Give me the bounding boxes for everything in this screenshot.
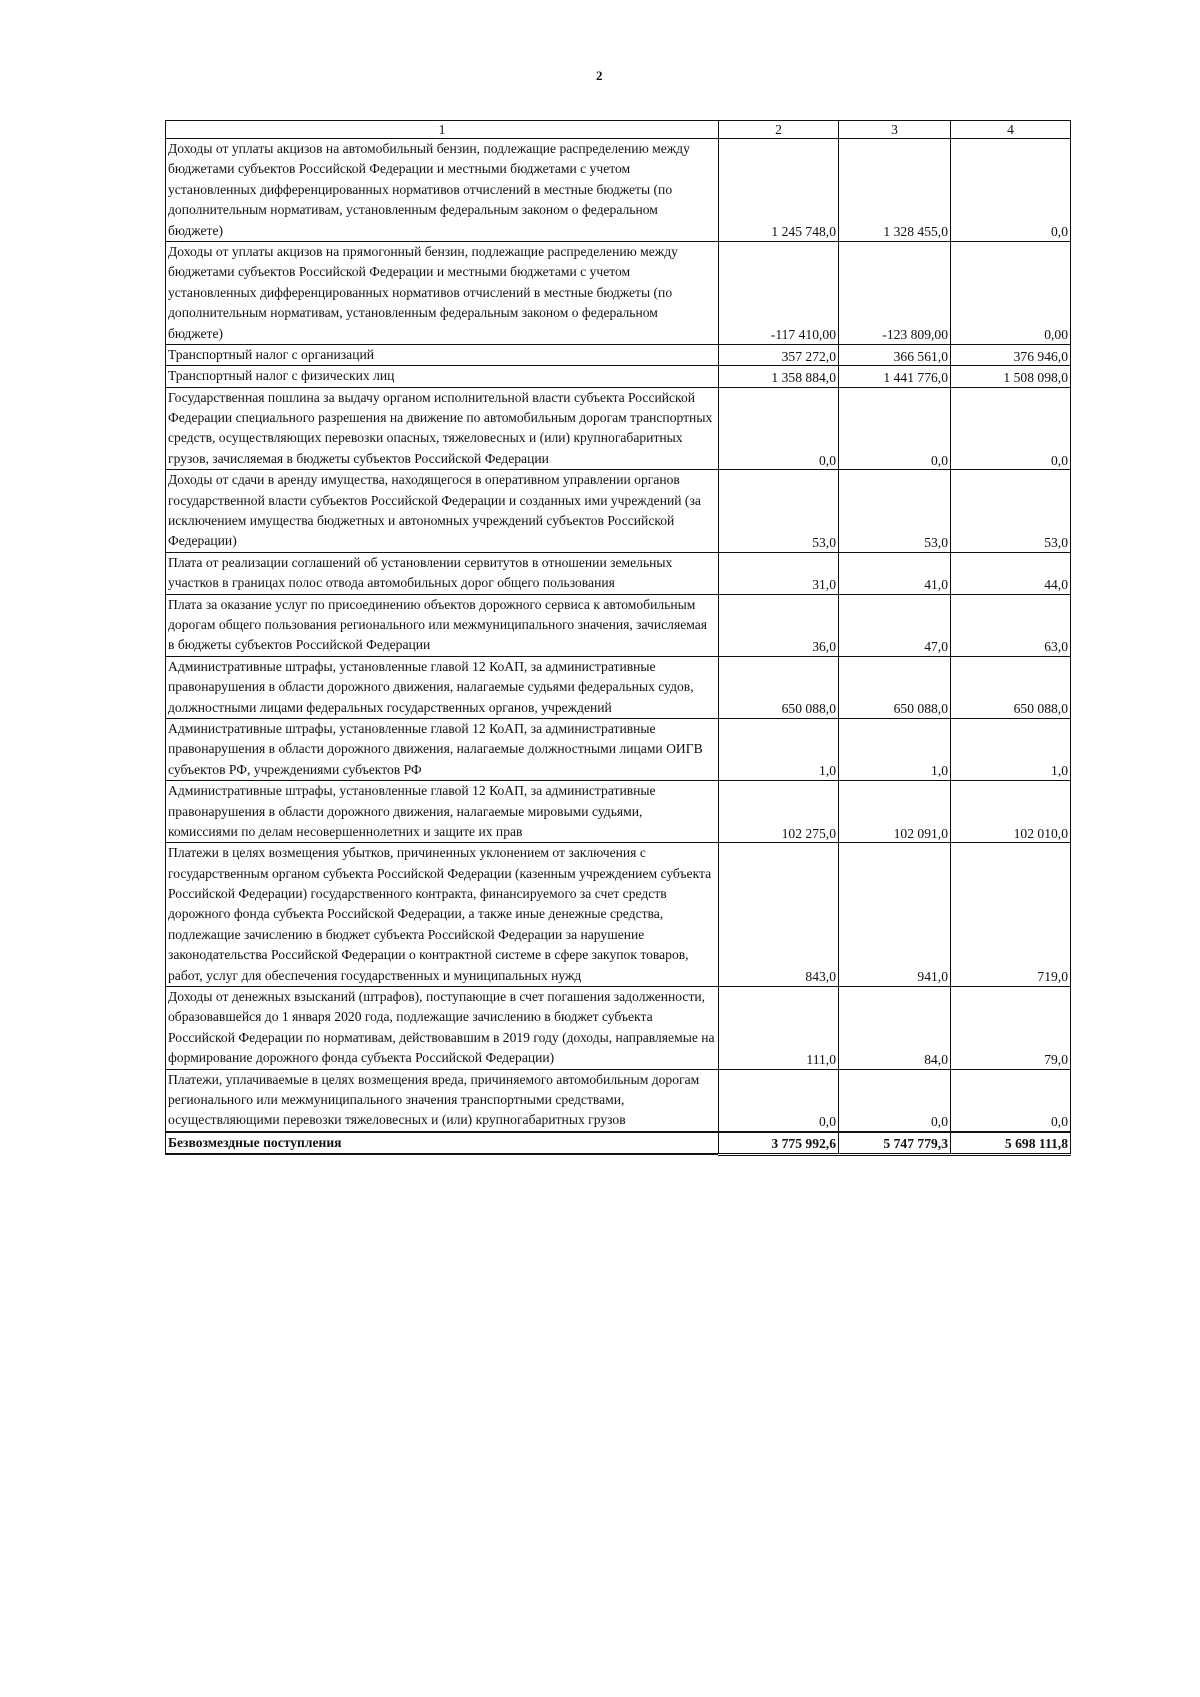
value-col-3: 84,0	[839, 987, 951, 1070]
table-row	[166, 843, 1071, 987]
value-col-2: 357 272,0	[719, 344, 839, 365]
total-value-col-2: 3 775 992,6	[719, 1132, 839, 1154]
value-col-4: 44,0	[951, 552, 1071, 594]
column-header-3: 3	[839, 121, 951, 139]
total-label: Безвозмездные поступления	[166, 1132, 719, 1154]
value-col-3: -123 809,00	[839, 241, 951, 344]
value-col-4: 1,0	[951, 718, 1071, 780]
value-col-4: 376 946,0	[951, 344, 1071, 365]
table-row	[166, 241, 1071, 344]
value-col-3: 1 441 776,0	[839, 366, 951, 387]
header-row	[166, 121, 1071, 139]
row-label: Административные штрафы, установленные главой 12 КоАП, за административные правонарушения в области дорожного движения, налагаемые судьями федеральных судов, должностными лицами федеральных государственных органов, учреждений	[166, 656, 719, 718]
table-row	[166, 656, 1071, 718]
value-col-3: 650 088,0	[839, 656, 951, 718]
total-value-col-3: 5 747 779,3	[839, 1132, 951, 1154]
value-col-4: 53,0	[951, 470, 1071, 553]
row-label: Доходы от сдачи в аренду имущества, находящегося в оперативном управлении органов государственной власти субъектов Российской Федерации и созданных ими учреждений (за исключением имущества бюджетных и автономных учреждений субъектов Российской Федерации)	[166, 470, 719, 553]
table-row	[166, 987, 1071, 1070]
row-label: Государственная пошлина за выдачу органом исполнительной власти субъекта Российской Федерации специального разрешения на движение по автомобильным дорогам транспортных средств, осуществляющих перевозки опасных, тяжеловесных и (или) крупногабаритных грузов, зачисляемая в бюджеты субъектов Российской Федерации	[166, 387, 719, 470]
table-row	[166, 552, 1071, 594]
row-label: Доходы от денежных взысканий (штрафов), поступающие в счет погашения задолженности, образовавшейся до 1 января 2020 года, подлежащие зачислению в бюджет субъекта Российской Федерации по нормативам, действовавшим в 2019 году (доходы, направляемые на формирование дорожного фонда субъекта Российской Федерации)	[166, 987, 719, 1070]
table-row	[166, 470, 1071, 553]
value-col-3: 53,0	[839, 470, 951, 553]
row-label: Административные штрафы, установленные главой 12 КоАП, за административные правонарушения в области дорожного движения, налагаемые должностными лицами ОИГВ субъектов РФ, учреждениями субъектов РФ	[166, 718, 719, 780]
table-row	[166, 387, 1071, 470]
column-header-1: 1	[166, 121, 719, 139]
value-col-3: 941,0	[839, 843, 951, 987]
value-col-4: 0,0	[951, 139, 1071, 242]
value-col-4: 0,0	[951, 1069, 1071, 1132]
value-col-3: 366 561,0	[839, 344, 951, 365]
table-row	[166, 781, 1071, 843]
value-col-3: 102 091,0	[839, 781, 951, 843]
row-label: Плата за оказание услуг по присоединению объектов дорожного сервиса к автомобильным дорогам общего пользования регионального или межмуниципального значения, зачисляемая в бюджеты субъектов Российской Федерации	[166, 594, 719, 656]
value-col-2: 650 088,0	[719, 656, 839, 718]
table-row	[166, 718, 1071, 780]
value-col-4: 719,0	[951, 843, 1071, 987]
revenue-table	[165, 120, 1071, 1156]
value-col-4: 1 508 098,0	[951, 366, 1071, 387]
value-col-4: 79,0	[951, 987, 1071, 1070]
value-col-3: 0,0	[839, 1069, 951, 1132]
table-row	[166, 594, 1071, 656]
value-col-2: 0,0	[719, 387, 839, 470]
table-row	[166, 1069, 1071, 1132]
value-col-4: 0,00	[951, 241, 1071, 344]
value-col-4: 0,0	[951, 387, 1071, 470]
value-col-2: 111,0	[719, 987, 839, 1070]
row-label: Плата от реализации соглашений об установлении сервитутов в отношении земельных участков в границах полос отвода автомобильных дорог общего пользования	[166, 552, 719, 594]
value-col-4: 102 010,0	[951, 781, 1071, 843]
row-label: Платежи в целях возмещения убытков, причиненных уклонением от заключения с государственным органом субъекта Российской Федерации (казенным учреждением субъекта Российской Федерации) государственного контракта, финансируемого за счет средств дорожного фонда субъекта Российской Федерации, а также иные денежные средства, подлежащие зачислению в бюджет субъекта Российской Федерации за нарушение законодательства Российской Федерации о контрактной системе в сфере закупок товаров, работ, услуг для обеспечения государственных и муниципальных нужд	[166, 843, 719, 987]
row-label: Доходы от уплаты акцизов на прямогонный бензин, подлежащие распределению между бюджетами субъектов Российской Федерации и местными бюджетами с учетом установленных дифференцированных нормативов отчислений в местные бюджеты (по дополнительным нормативам, установленным федеральным законом о федеральном бюджете)	[166, 241, 719, 344]
column-header-4: 4	[951, 121, 1071, 139]
value-col-2: 843,0	[719, 843, 839, 987]
column-header-2: 2	[719, 121, 839, 139]
value-col-2: -117 410,00	[719, 241, 839, 344]
value-col-3: 0,0	[839, 387, 951, 470]
total-value-col-4: 5 698 111,8	[951, 1132, 1071, 1154]
value-col-3: 47,0	[839, 594, 951, 656]
value-col-3: 1 328 455,0	[839, 139, 951, 242]
value-col-2: 36,0	[719, 594, 839, 656]
row-label: Транспортный налог с физических лиц	[166, 366, 719, 387]
value-col-3: 41,0	[839, 552, 951, 594]
value-col-2: 53,0	[719, 470, 839, 553]
value-col-2: 0,0	[719, 1069, 839, 1132]
value-col-3: 1,0	[839, 718, 951, 780]
row-label: Доходы от уплаты акцизов на автомобильный бензин, подлежащие распределению между бюджетами субъектов Российской Федерации и местными бюджетами с учетом установленных дифференцированных нормативов отчислений в местные бюджеты (по дополнительным нормативам, установленным федеральным законом о федеральном бюджете)	[166, 139, 719, 242]
value-col-2: 1 358 884,0	[719, 366, 839, 387]
value-col-4: 63,0	[951, 594, 1071, 656]
table-row	[166, 366, 1071, 387]
page-number: 2	[596, 68, 603, 83]
total-row	[166, 1132, 1071, 1154]
row-label: Транспортный налог с организаций	[166, 344, 719, 365]
table-row	[166, 139, 1071, 242]
value-col-2: 1 245 748,0	[719, 139, 839, 242]
value-col-4: 650 088,0	[951, 656, 1071, 718]
row-label: Административные штрафы, установленные главой 12 КоАП, за административные правонарушения в области дорожного движения, налагаемые мировыми судьями, комиссиями по делам несовершеннолетних и защите их прав	[166, 781, 719, 843]
value-col-2: 1,0	[719, 718, 839, 780]
row-label: Платежи, уплачиваемые в целях возмещения вреда, причиняемого автомобильным дорогам регионального или межмуниципального значения транспортными средствами, осуществляющими перевозки тяжеловесных и (или) крупногабаритных грузов	[166, 1069, 719, 1132]
table-row	[166, 344, 1071, 365]
value-col-2: 102 275,0	[719, 781, 839, 843]
value-col-2: 31,0	[719, 552, 839, 594]
